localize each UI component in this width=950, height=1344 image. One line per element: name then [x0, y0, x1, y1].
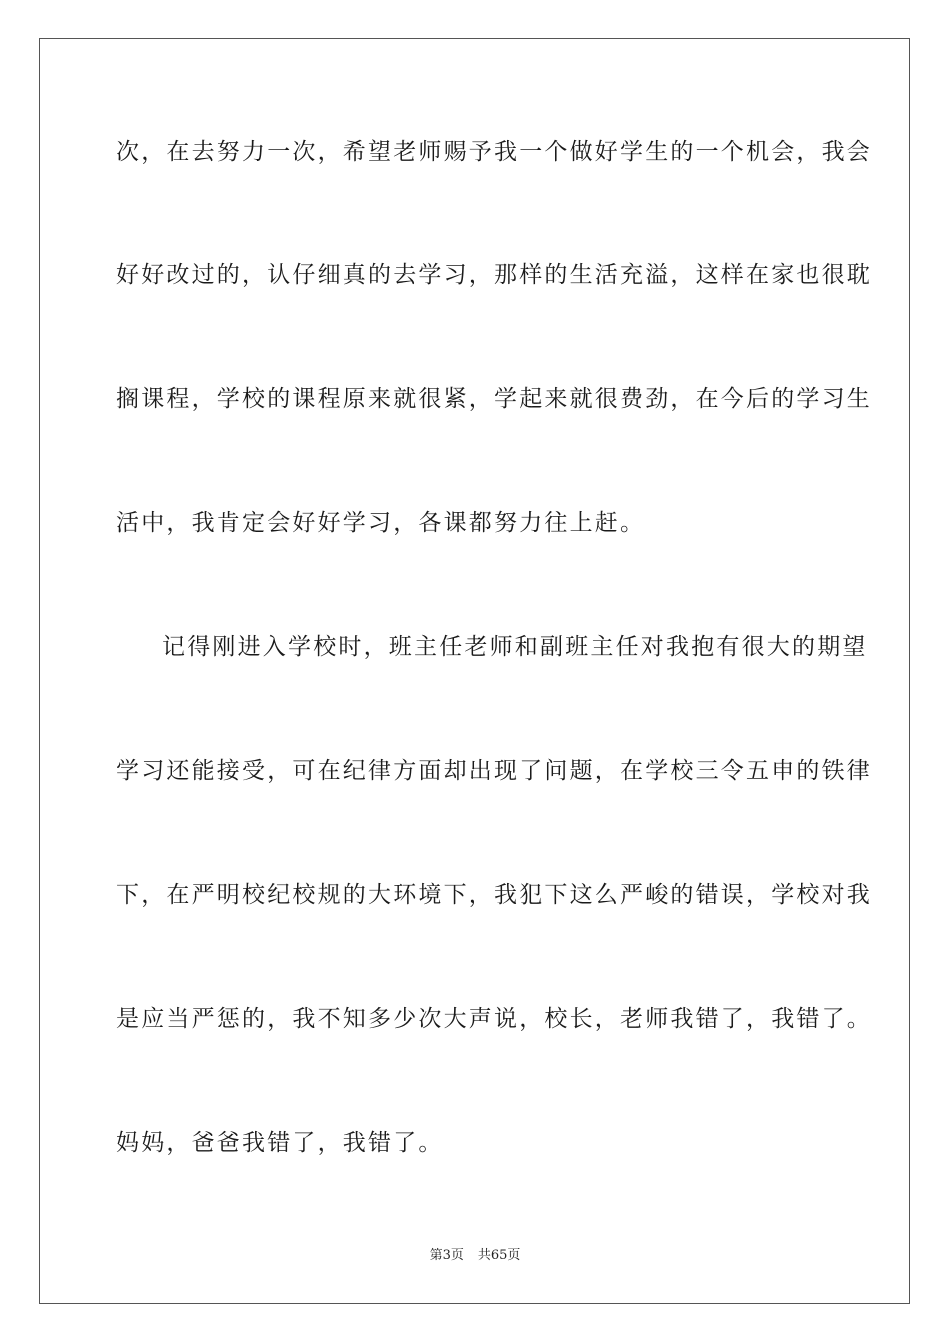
- paragraph-first-line: 记得刚进入学校时，班主任老师和副班主任对我抱有很大的期望: [162, 634, 868, 660]
- text-line: 好好改过的，认仔细真的去学习，那样的生活充溢，这样在家也很耽: [116, 262, 872, 288]
- text-line: 活中，我肯定会好好学习，各课都努力往上赶。: [116, 510, 646, 536]
- page-border: [39, 38, 910, 1304]
- text-line: 学习还能接受，可在纪律方面却出现了问题，在学校三令五申的铁律: [116, 758, 872, 784]
- text-line: 搁课程，学校的课程原来就很紧，学起来就很费劲，在今后的学习生: [116, 386, 872, 412]
- page-number: 第3页: [429, 1248, 464, 1263]
- text-line: 下，在严明校纪校规的大环境下，我犯下这么严峻的错误，学校对我: [116, 882, 872, 908]
- text-line: 妈妈，爸爸我错了，我错了。: [116, 1130, 444, 1156]
- text-line: 次，在去努力一次，希望老师赐予我一个做好学生的一个机会，我会: [116, 139, 872, 165]
- page-total: 共65页: [477, 1248, 521, 1263]
- text-line: 是应当严惩的，我不知多少次大声说，校长，老师我错了，我错了。: [116, 1006, 872, 1032]
- page-footer: [0, 1247, 950, 1265]
